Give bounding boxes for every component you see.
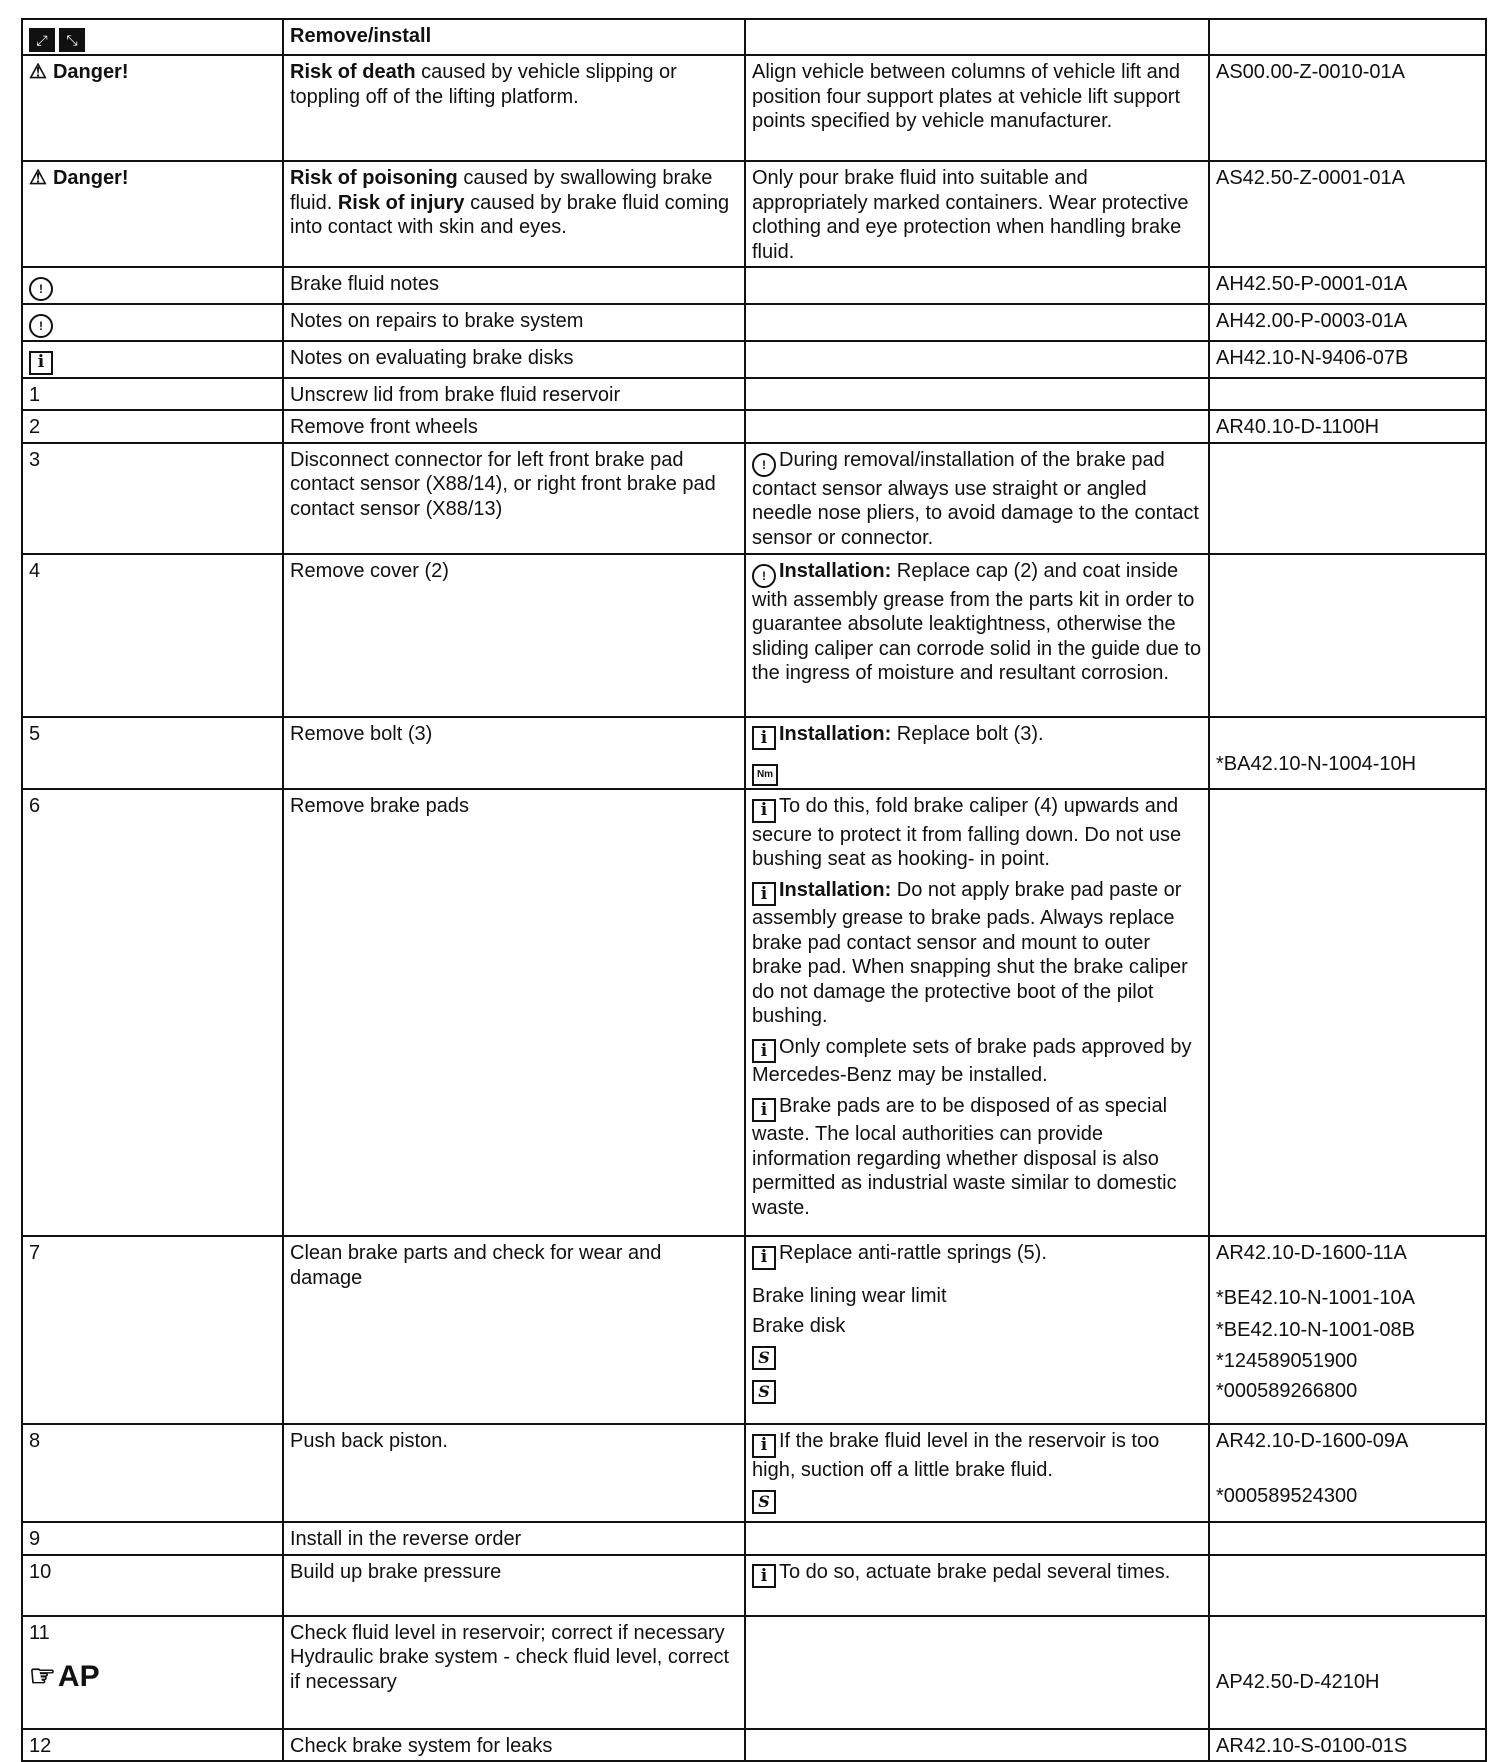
info-icon: i [752,1434,776,1458]
step-number: 12 [22,1729,283,1762]
warning-triangle-icon: ⚠ [29,167,47,189]
special-tool-icon: S [752,1490,776,1514]
step-row: 4 Remove cover (2) ! Installation: Replace cap (2) and coat inside with assembly grease from the parts kit in order to guarantee absolute leaktightness, otherwise the sliding caliper can corrode solid in the guide due to the ingress of moisture and resultant corrosion. [22,554,1486,717]
reference-link[interactable]: *000589266800 [1216,1380,1358,1402]
reference-link[interactable]: AH42.00-P-0003-01A [1209,304,1486,341]
info-icon: i [752,799,776,823]
reference-link[interactable]: *BA42.10-N-1004-10H [1216,752,1417,775]
step-text: Remove front wheels [283,410,745,443]
danger-row: ⚠ Danger! Risk of death caused by vehicle slipping or toppling off of the lifting platform. Align vehicle between columns of vehicle lift and position four support plates at vehicle lift support points specified by vehicle manufacturer. AS00.00-Z-0010-01A [22,55,1486,161]
reference-link[interactable]: AP42.50-D-4210H [1216,1670,1380,1693]
section-title: Remove/install [283,19,745,55]
step-row [22,1729,1486,1762]
step-text: Install in the reverse order [283,1522,745,1555]
danger-action: Align vehicle between columns of vehicle lift and position four support plates at vehicle lift support points specified by vehicle manufacturer. [745,55,1209,161]
reference-link[interactable]: AR42.10-D-1600-11A [1216,1242,1407,1264]
note-icon: ! [29,277,53,301]
danger-label: ⚠ Danger! [29,167,129,189]
reference-link[interactable]: *124589051900 [1216,1349,1358,1372]
info-icon: i [29,351,53,375]
info-icon: i [752,1246,776,1270]
pointing-hand-icon: ☞ [29,1660,56,1693]
note-icon: ! [29,314,53,338]
step-number: 6 [22,789,283,1236]
step-row: 5 Remove bolt (3) i Installation: Replace bolt (3). Nm *BA42.10-N-1004-10H [22,717,1486,790]
collapse-all-icon[interactable]: ⤡ [59,28,85,52]
step-row [22,1616,1486,1729]
step-text: Push back piston. [283,1424,745,1522]
step-text: Remove brake pads [283,789,745,1236]
special-tool-icon: S [752,1380,776,1404]
info-icon: i [752,1098,776,1122]
reference-link[interactable]: AR42.10-D-1600-09A [1216,1430,1409,1452]
reference-link[interactable]: *000589524300 [1216,1484,1358,1507]
reference-link[interactable]: *BE42.10-N-1001-10A [1216,1286,1416,1309]
step-number: 4 [22,554,283,717]
step-row [22,1522,1486,1555]
danger-action: Only pour brake fluid into suitable and appropriately marked containers. Wear protective clothing and eye protection when handling brake fluid. [745,161,1209,267]
special-tool-icon: S [752,1346,776,1370]
step-row [22,410,1486,443]
note-icon: ! [752,564,776,588]
step-text: Unscrew lid from brake fluid reservoir [283,378,745,411]
step-number: 11 [29,1621,50,1644]
note-row: i Notes on evaluating brake disks AH42.10-N-9406-07B [22,341,1486,378]
step-number: 8 [22,1424,283,1522]
warning-triangle-icon: ⚠ [29,61,47,83]
torque-icon: Nm [752,764,778,786]
step-text: Remove bolt (3) [283,717,745,790]
reference-link[interactable]: AS42.50-Z-0001-01A [1209,161,1486,267]
note-row: ! Notes on repairs to brake system AH42.00-P-0003-01A [22,304,1486,341]
info-icon: i [752,726,776,750]
step-row: 8 Push back piston. i If the brake fluid level in the reservoir is too high, suction off a little brake fluid. S AR42.10-D-1600-09A *000589524300 [22,1424,1486,1522]
step-row: 6 Remove brake pads i To do this, fold brake caliper (4) upwards and secure to protect it from falling down. Do not use bushing seat as hooking- in point. i Installation: Do not apply brake pad paste or assembly grease to brake pads. Always replace brake pad contact sensor and mount to outer brake pad. When snapping shut the brake caliper do not damage the protective boot of the pilot bushing. i Only complete sets of brake pads approved by Mercedes-Benz may be installed. i Brake pads are to be disposed of as special waste. The local authorities can provide information regarding whether disposal is also permitted as industrial waste similar to domestic waste. [22,789,1486,1236]
step-text: Check brake system for leaks [283,1729,745,1762]
step-row: 3 Disconnect connector for left front brake pad contact sensor (X88/14), or right front brake pad contact sensor (X88/13) ! During removal/installation of the brake pad contact sensor always use straight or angled needle nose pliers, to avoid damage to the contact sensor or connector. [22,443,1486,554]
reference-link[interactable]: AH42.50-P-0001-01A [1209,267,1486,304]
header-row [22,19,1486,55]
step-text: Disconnect connector for left front brake pad contact sensor (X88/14), or right front brake pad contact sensor (X88/13) [283,443,745,554]
step-text: Build up brake pressure [283,1555,745,1616]
step-number: 2 [22,410,283,443]
sub-step-text: Hydraulic brake system - check fluid level, correct if necessary [290,1646,730,1693]
danger-row: ⚠ Danger! Risk of poisoning caused by swallowing brake fluid. Risk of injury caused by brake fluid coming into contact with skin and eyes. Only pour brake fluid into suitable and appropriately marked containers. Wear protective clothing and eye protection when handling brake fluid. AS42.50-Z-0001-01A [22,161,1486,267]
reference-link[interactable]: AR40.10-D-1100H [1209,410,1486,443]
step-number: 5 [22,717,283,790]
reference-link[interactable]: AS00.00-Z-0010-01A [1209,55,1486,161]
info-icon: i [752,1564,776,1588]
step-row: 10 Build up brake pressure i To do so, actuate brake pedal several times. [22,1555,1486,1616]
step-number: 7 [22,1236,283,1424]
note-icon: ! [752,453,776,477]
step-number: 10 [22,1555,283,1616]
step-number: 9 [22,1522,283,1555]
expand-all-icon[interactable]: ⤢ [29,28,55,52]
step-text: Remove cover (2) [283,554,745,717]
ap-marker: ☞ AP [29,1660,100,1693]
step-number: 1 [22,378,283,411]
reference-link[interactable]: *BE42.10-N-1001-08B [1216,1319,1416,1341]
step-row: 7 Clean brake parts and check for wear and damage i Replace anti-rattle springs (5). Brake lining wear limit Brake disk S S AR42.10-D-1600-11A *BE42.10-N-1001-10A *BE42.10-N-1001-08B *124589051900 *000589266800 [22,1236,1486,1424]
remove-install-table [21,18,1487,1762]
info-icon: i [752,882,776,906]
info-icon: i [752,1039,776,1063]
reference-link[interactable]: AH42.10-N-9406-07B [1209,341,1486,378]
step-row [22,378,1486,411]
step-text: Check fluid level in reservoir; correct if necessary [290,1621,725,1644]
step-number: 3 [22,443,283,554]
reference-link[interactable]: AR42.10-S-0100-01S [1209,1729,1486,1762]
note-row: ! Brake fluid notes AH42.50-P-0001-01A [22,267,1486,304]
step-text: Clean brake parts and check for wear and damage [283,1236,745,1424]
danger-label: ⚠ Danger! [29,61,129,83]
